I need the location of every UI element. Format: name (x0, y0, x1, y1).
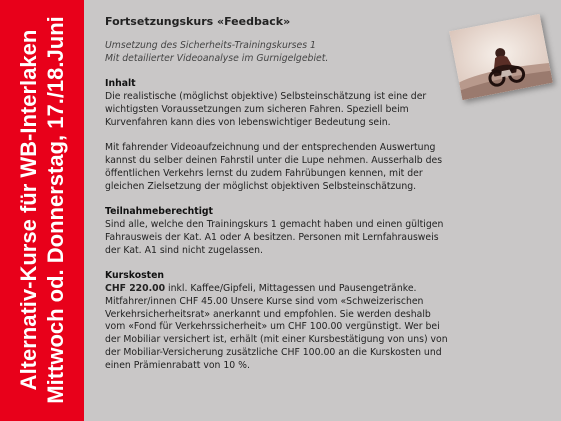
sidebar-line-2: Mittwoch od. Donnerstag, 17./18.Juni (43, 16, 68, 404)
price-note: inkl. Kaffee/Gipfeli, Mittagessen und Pausengetränke. (165, 282, 417, 294)
course-price: CHF 220.00 (105, 282, 166, 294)
section-heading-teilnahme: Teilnahmeberechtigt (105, 206, 213, 218)
subtitle-line-1: Umsetzung des Sicherheits-Trainingskurses 1 (105, 39, 316, 51)
kosten-price-line (105, 283, 450, 296)
subtitle-line-2: Mit detailierter Videoanalyse im Gurnigelgebiet. (105, 52, 329, 64)
section-heading-inhalt: Inhalt (105, 78, 136, 90)
motorcycle-rider-photo (449, 14, 553, 100)
kosten-paragraph: Mitfahrer/innen CHF 45.00 Unsere Kurse sind vom «Schweizerischen Verkehrsicherheitsrat» anerkannt und empfohlen. Sie werden deshalb vom «Fond für Verkehrssicherheit» um CHF 100.00 vergünstigt. Wer bei der Mobiliar versichert ist, erhält (mit einer Kursbestätigung von uns) von der Mobiliar-Versicherung zusätzliche CHF 100.00 an die Kurskosten und einen Prämienrabatt von 10 %. (105, 295, 448, 371)
sidebar-banner (0, 0, 84, 421)
inhalt-paragraph-2: Mit fahrender Videoaufzeichnung und der entsprechenden Auswertung kannst du selber deinen Fahrstil unter die Lupe nehmen. Ausserhalb des öffentlichen Verkehrs lernst du zudem Fahrübungen kennen, mit der gleichen Zielsetzung der möglichst objektiven Selbsteinschätzung. (105, 142, 443, 192)
teilnahme-paragraph: Sind alle, welche den Trainingskurs 1 gemacht haben und einen gültigen Fahrausweis der Kat. A1 oder A besitzen. Personen mit Lernfahrausweis der Kat. A1 sind nicht zugelassen. (105, 218, 444, 256)
inhalt-paragraph-1: Die realistische (möglichst objektive) Selbsteinschätzung ist eine der wichtigsten Voraussetzungen zum sicheren Fahren. Speziell beim Kurvenfahren kann dies von lebenswichtiger Bedeutung sein. (105, 90, 427, 128)
sidebar-title (15, 0, 69, 421)
page-title: Fortsetzungskurs «Feedback» (105, 15, 291, 28)
document-content (105, 16, 450, 373)
section-heading-kosten: Kurskosten (105, 270, 164, 282)
sidebar-line-1: Alternativ-Kurse für WB-Interlaken (16, 29, 41, 391)
